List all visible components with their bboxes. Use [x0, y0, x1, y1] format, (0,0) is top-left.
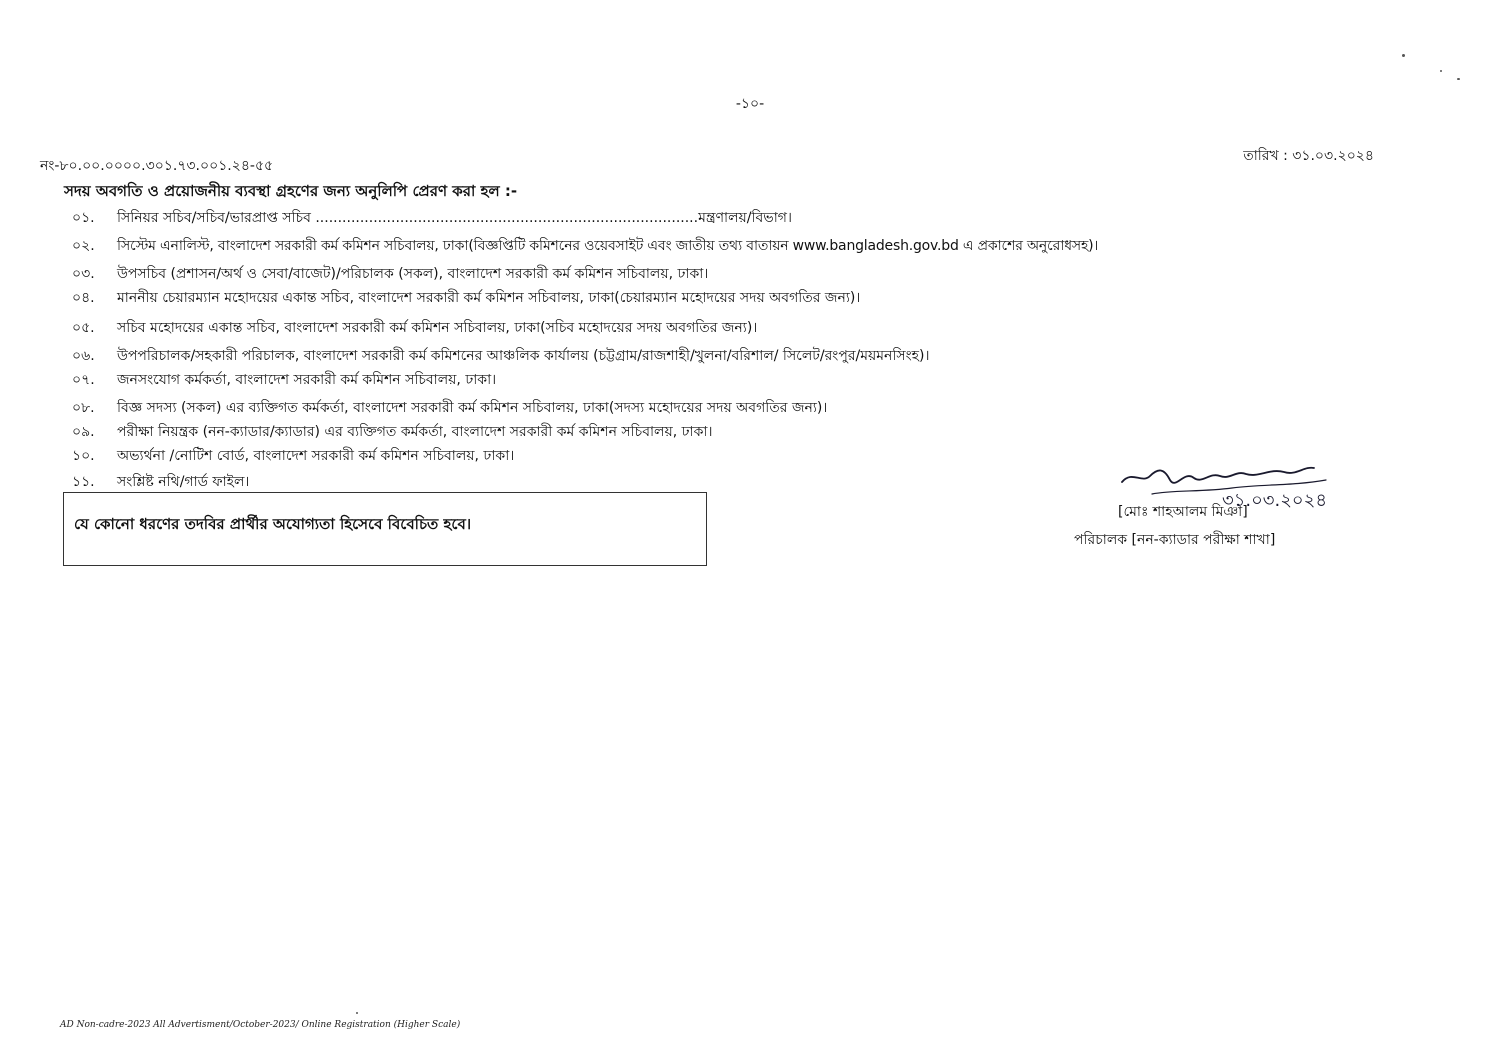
scan-speck [1457, 78, 1460, 80]
list-item-number: ০৯. [72, 424, 95, 440]
list-item-text: সিস্টেম এনালিস্ট, বাংলাদেশ সরকারী কর্ম কমিশন সচিবালয়, ঢাকা(বিজ্ঞপ্তিটি কমিশনের ওয়েবসাইট এবং জাতীয় তথ্য বাতায়ন www.bangladesh.gov.bd এ প্রকাশের অনুরোধসহ)। [117, 238, 1099, 254]
list-item-number: ০৫. [72, 320, 95, 336]
scan-speck [1402, 54, 1405, 57]
list-item-number: ১০. [72, 448, 95, 464]
list-item-number: ১১. [72, 474, 95, 490]
list-item-text: উপসচিব (প্রশাসন/অর্থ ও সেবা/বাজেট)/পরিচালক (সকল), বাংলাদেশ সরকারী কর্ম কমিশন সচিবালয়, ঢাকা। [117, 266, 709, 282]
scan-speck [1440, 70, 1442, 72]
notice-box [63, 492, 707, 566]
scan-speck [356, 1012, 358, 1014]
memo-number: নং-৮০.০০.০০০০.৩০১.৭৩.০০১.২৪-৫৫ [40, 158, 274, 174]
list-item-text: উপপরিচালক/সহকারী পরিচালক, বাংলাদেশ সরকারী কর্ম কমিশনের আঞ্চলিক কার্যালয় (চট্টগ্রাম/রাজশাহী/খুলনা/বরিশাল/ সিলেট/রংপুর/ময়মনসিংহ)। [117, 348, 930, 364]
list-item-text: সিনিয়র সচিব/সচিব/ভারপ্রাপ্ত সচিব ......................................................................................মন্ত্রণালয়/বিভাগ। [117, 210, 792, 226]
list-item-number: ০১. [72, 210, 95, 226]
signature-date: ৩১.০৩.২০২৪ [1222, 490, 1328, 511]
notice-text: যে কোনো ধরণের তদবির প্রার্থীর অযোগ্যতা হিসেবে বিবেচিত হবে। [74, 515, 472, 533]
list-item-text: পরীক্ষা নিয়ন্ত্রক (নন-ক্যাডার/ক্যাডার) এর ব্যক্তিগত কর্মকর্তা, বাংলাদেশ সরকারী কর্ম কমিশন সচিবালয়, ঢাকা। [117, 424, 713, 440]
list-item-text: জনসংযোগ কর্মকর্তা, বাংলাদেশ সরকারী কর্ম কমিশন সচিবালয়, ঢাকা। [117, 372, 497, 388]
list-item-number: ০২. [72, 238, 95, 254]
footer-reference: AD Non-cadre-2023 All Advertisment/October-2023/ Online Registration (Higher Scale) [60, 1020, 461, 1030]
copy-heading: সদয় অবগতি ও প্রয়োজনীয় ব্যবস্থা গ্রহণের জন্য অনুলিপি প্রেরণ করা হল :- [64, 182, 518, 200]
page-number: -১০- [735, 96, 765, 112]
list-item-number: ০৩. [72, 266, 95, 282]
list-item-text: অভ্যর্থনা /নোটিশ বোর্ড, বাংলাদেশ সরকারী কর্ম কমিশন সচিবালয়, ঢাকা। [117, 448, 515, 464]
list-item-number: ০৮. [72, 400, 95, 416]
list-item-number: ০৬. [72, 348, 95, 364]
list-item-text: সংশ্লিষ্ট নথি/গার্ড ফাইল। [117, 474, 250, 490]
signatory-name: [মোঃ শাহআলম মিঞা] [1118, 504, 1248, 520]
list-item-number: ০৪. [72, 290, 95, 306]
list-item-number: ০৭. [72, 372, 95, 388]
list-item-text: মাননীয় চেয়ারম্যান মহোদয়ের একান্ত সচিব, বাংলাদেশ সরকারী কর্ম কমিশন সচিবালয়, ঢাকা(চেয়ারম্যান মহোদয়ের সদয় অবগতির জন্য)। [117, 290, 861, 306]
signatory-title: পরিচালক [নন-ক্যাডার পরীক্ষা শাখা] [1074, 532, 1276, 548]
list-item-text: বিজ্ঞ সদস্য (সকল) এর ব্যক্তিগত কর্মকর্তা, বাংলাদেশ সরকারী কর্ম কমিশন সচিবালয়, ঢাকা(সদস্য মহোদয়ের সদয় অবগতির জন্য)। [117, 400, 828, 416]
list-item-text: সচিব মহোদয়ের একান্ত সচিব, বাংলাদেশ সরকারী কর্ম কমিশন সচিবালয়, ঢাকা(সচিব মহোদয়ের সদয় অবগতির জন্য)। [117, 320, 758, 336]
memo-date: তারিখ : ৩১.০৩.২০২৪ [1243, 148, 1374, 164]
